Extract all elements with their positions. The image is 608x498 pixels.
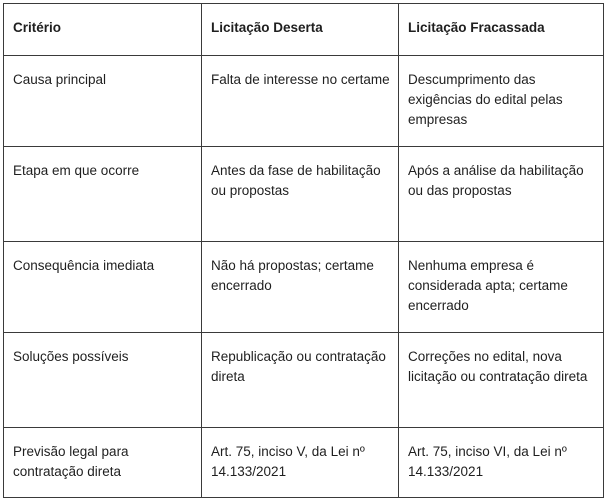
comparison-table-container [3,3,604,498]
table-cell: Consequência imediata [4,242,202,333]
table-cell: Correções no edital, nova licitação ou contratação direta [399,333,604,428]
table-header-row [4,4,604,56]
header-licitacao-fracassada: Licitação Fracassada [399,4,604,56]
table-cell: Art. 75, inciso V, da Lei nº 14.133/2021 [202,428,399,498]
table-cell: Previsão legal para contratação direta [4,428,202,498]
table-cell: Falta de interesse no certame [202,56,399,147]
table-cell: Antes da fase de habilitação ou propostas [202,147,399,242]
table-row [4,333,604,428]
table-cell: Soluções possíveis [4,333,202,428]
table-cell: Republicação ou contratação direta [202,333,399,428]
comparison-table [3,3,604,498]
table-cell: Art. 75, inciso VI, da Lei nº 14.133/2021 [399,428,604,498]
table-row [4,147,604,242]
table-row [4,56,604,147]
table-cell: Descumprimento das exigências do edital pelas empresas [399,56,604,147]
table-cell: Após a análise da habilitação ou das propostas [399,147,604,242]
table-cell: Etapa em que ocorre [4,147,202,242]
header-licitacao-deserta: Licitação Deserta [202,4,399,56]
table-row [4,242,604,333]
table-row [4,428,604,498]
table-cell: Nenhuma empresa é considerada apta; certame encerrado [399,242,604,333]
table-cell: Causa principal [4,56,202,147]
table-cell: Não há propostas; certame encerrado [202,242,399,333]
header-criterio: Critério [4,4,202,56]
